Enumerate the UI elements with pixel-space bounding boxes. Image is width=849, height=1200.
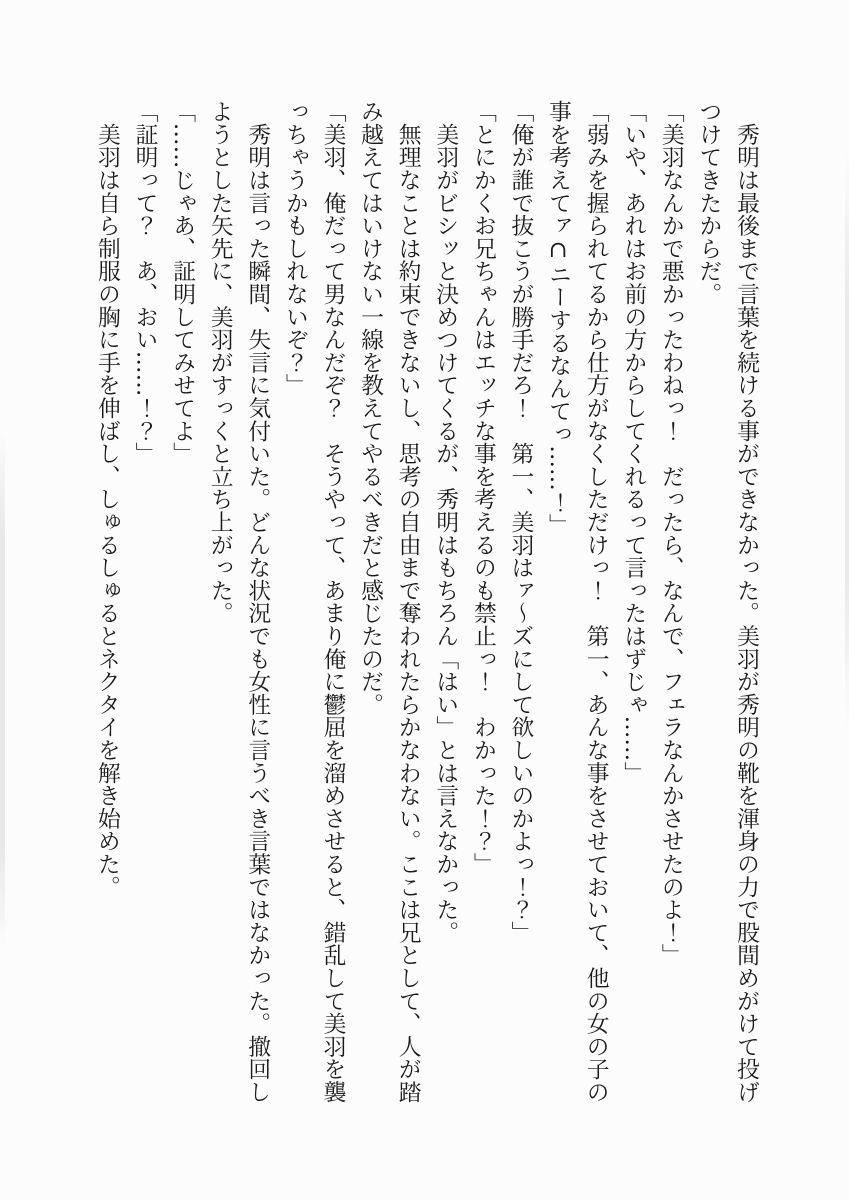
text-line-18: 美羽は自ら制服の胸に手を伸ばし、しゅるしゅるとネクタイを解き始めた。: [93, 100, 120, 898]
scan-edge-artifact-right: [845, 150, 849, 730]
text-line-16: 「……じゃあ、証明してみせてよ」: [169, 100, 196, 465]
scan-edge-artifact-left: [0, 430, 5, 950]
text-line-3: 「美羽なんかで悪かったわねっ！ だったら、なんで、フェラなんかさせたのよ！」: [657, 100, 684, 967]
text-line-9: 美羽がビシッと決めつけてくるが、秀明はもちろん「はい」とは言えなかった。: [432, 100, 459, 944]
vertical-text-block: [87, 100, 764, 1110]
text-line-1: 秀明は最後まで言葉を続ける事ができなかった。美羽が秀明の靴を渾身の力で股間めがけて投げ: [733, 100, 759, 1104]
text-line-10: 無理なことは約束できないし、思考の自由まで奪われたらかなわない。ここは兄として、人が踏: [394, 100, 421, 1104]
text-line-6: 事を考えてァ∩ニーするなんてっ……！」: [545, 100, 572, 537]
text-line-17: 「証明って？ あ、おい……！？」: [131, 100, 158, 465]
text-line-12: 「美羽、俺だって男なんだぞ？ そうやって、あまり俺に鬱屈を溜めさせると、錯乱して美羽を襲: [319, 100, 346, 1104]
text-line-14: 秀明は言った瞬間、失言に気付いた。どんな状況でも女性に言うべき言葉ではなかった。撤回し: [244, 100, 271, 1104]
text-line-2: つけてきたからだ。: [695, 100, 722, 306]
text-line-7: 「俺が誰で抜こうが勝手だろ！ 第一、美羽はァ〜ズにして欲しいのかよっ！？」: [507, 100, 534, 944]
text-line-4: 「いや、あれはお前の方からしてくれるって言ったはずじゃ……」: [620, 100, 647, 784]
text-line-13: っちゃうかもしれないぞ？」: [281, 100, 308, 397]
text-line-8: 「とにかくお兄ちゃんはエッチな事を考えるのも禁止っ！ わかった！？」: [469, 100, 496, 876]
text-line-5: 「弱みを握られてるから仕方がなくしただけっ！ 第一、あんな事をさせておいて、他の女の子の: [582, 100, 609, 1104]
text-line-15: ようとした矢先に、美羽がすっくと立ち上がった。: [206, 100, 233, 625]
text-line-11: み越えてはいけない一線を教えてやるべきだと感じたのだ。: [357, 100, 384, 716]
